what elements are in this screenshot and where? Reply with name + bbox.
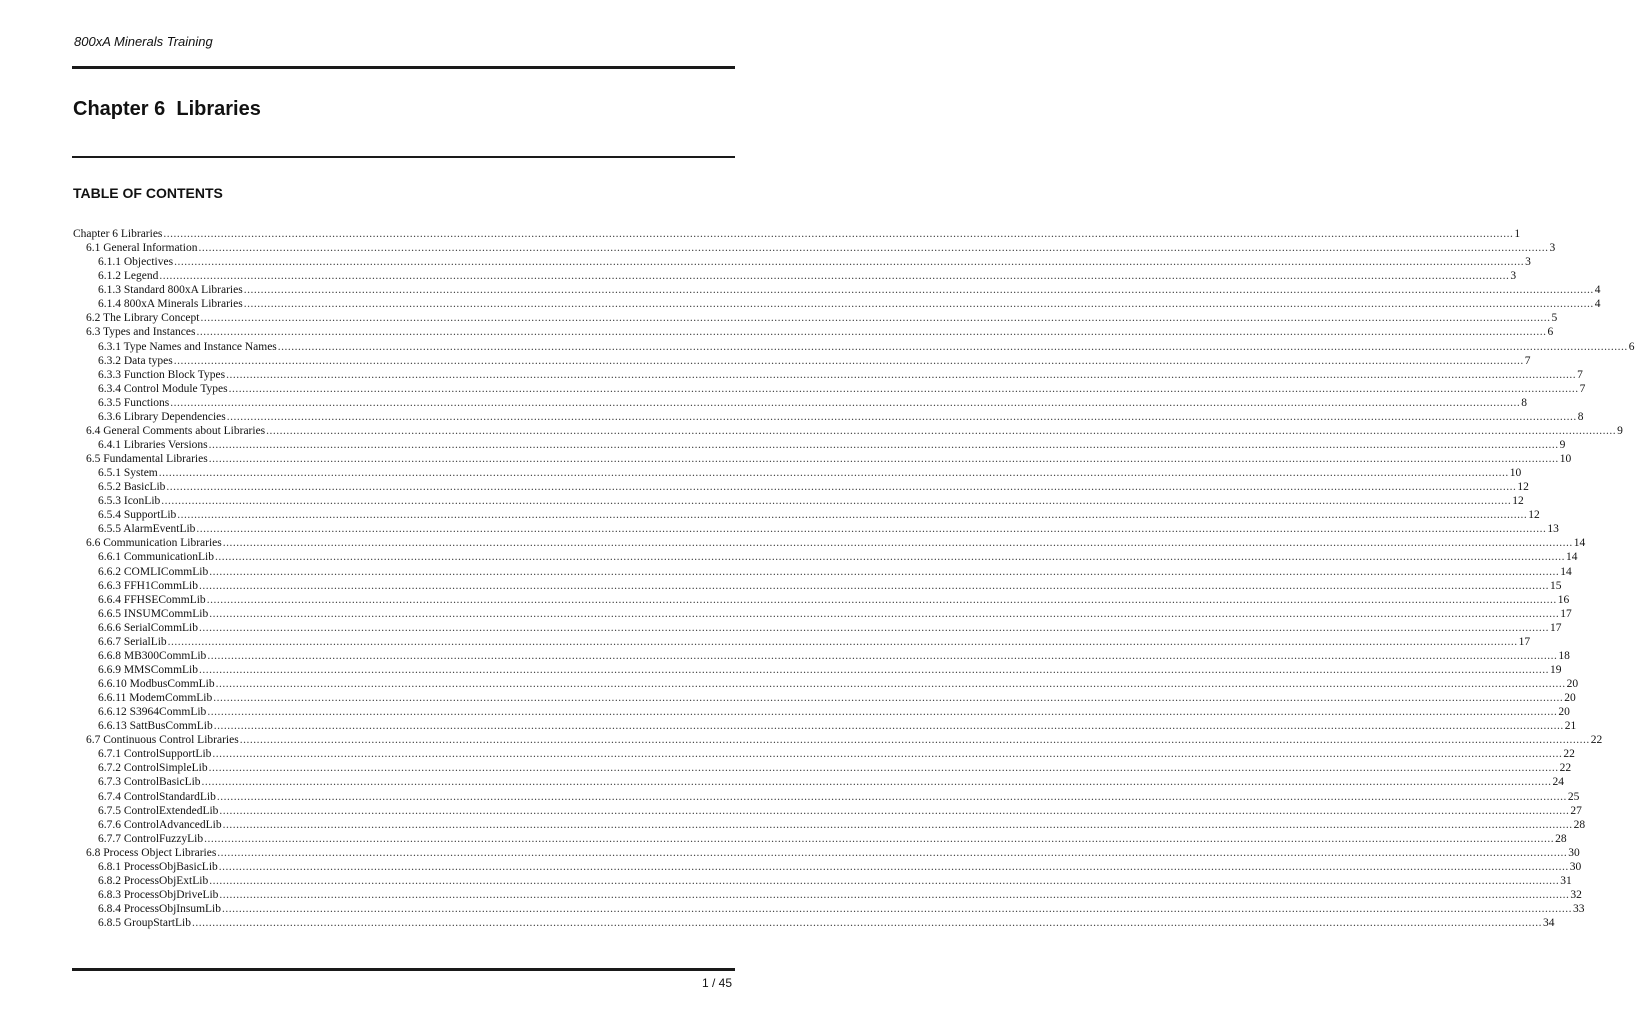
toc-leader-dots: ................................................................................................................................................................................................................................................................................................................................................................................................................ — [221, 903, 1572, 915]
toc-entry-page: 21 — [1564, 720, 1577, 733]
toc-entry-page: 3 — [1525, 256, 1531, 269]
toc-entry-title: 6.2 The Library Concept — [86, 312, 200, 325]
toc-leader-dots: ................................................................................................................................................................................................................................................................................................................................................................................................................ — [161, 495, 1512, 508]
toc-leader-dots: ................................................................................................................................................................................................................................................................................................................................................................................................................ — [206, 593, 1557, 606]
toc-entry-page: 12 — [1517, 481, 1529, 494]
toc-entry-title: 6.6.6 SerialCommLib — [98, 621, 198, 634]
toc-leader-dots: ................................................................................................................................................................................................................................................................................................................................................................................................................ — [158, 467, 1509, 480]
toc-entry-title: 6.5.3 IconLib — [98, 495, 161, 508]
toc-leader-dots: ................................................................................................................................................................................................................................................................................................................................................................................................................ — [201, 776, 1552, 789]
toc-entry[interactable] — [73, 747, 1575, 761]
footer-rule — [72, 968, 735, 971]
toc-entry-title: 6.6.8 MB300CommLib — [98, 649, 207, 662]
toc-entry[interactable] — [73, 719, 1577, 733]
toc-leader-dots: ................................................................................................................................................................................................................................................................................................................................................................................................................ — [199, 663, 1550, 676]
toc-entry-title: 6.3.3 Function Block Types — [98, 368, 226, 381]
title-rule — [72, 156, 735, 158]
toc-entry[interactable] — [73, 607, 1572, 621]
toc-entry-title: 6.6.3 FFH1CommLib — [98, 579, 199, 592]
toc-leader-dots: ................................................................................................................................................................................................................................................................................................................................................................................................................ — [266, 424, 1617, 437]
toc-entry-title: 6.6.4 FFHSECommLib — [98, 593, 206, 606]
toc-entry-page: 28 — [1573, 818, 1586, 831]
toc-entry-page: 7 — [1524, 354, 1531, 367]
toc-entry-page: 14 — [1573, 537, 1586, 550]
toc-entry-title: 6.6.11 ModemCommLib — [98, 692, 213, 705]
toc-entry-title: 6.3.2 Data types — [98, 354, 173, 367]
toc-entry-title: 6.7.3 ControlBasicLib — [98, 776, 201, 789]
toc-leader-dots: ................................................................................................................................................................................................................................................................................................................................................................................................................ — [163, 228, 1514, 240]
toc-entry-page: 8 — [1577, 410, 1584, 423]
toc-entry-page: 17 — [1549, 621, 1562, 634]
toc-entry-title: 6.6.2 COMLICommLib — [98, 565, 209, 578]
toc-entry[interactable] — [73, 804, 1582, 818]
toc-entry-title: 6.8 Process Object Libraries — [86, 846, 217, 859]
toc-entry[interactable] — [73, 480, 1529, 494]
toc-leader-dots: ................................................................................................................................................................................................................................................................................................................................................................................................................ — [218, 860, 1569, 873]
toc-entry-page: 12 — [1528, 509, 1540, 522]
toc-entry-title: 6.7.5 ControlExtendedLib — [98, 804, 219, 817]
toc-entry-title: 6.1 General Information — [86, 242, 198, 255]
toc-leader-dots: ................................................................................................................................................................................................................................................................................................................................................................................................................ — [228, 382, 1579, 395]
toc-entry-page: 22 — [1559, 762, 1572, 775]
toc-entry[interactable] — [73, 832, 1567, 846]
toc-leader-dots: ................................................................................................................................................................................................................................................................................................................................................................................................................ — [196, 326, 1547, 339]
toc-entry-page: 30 — [1568, 846, 1580, 859]
toc-entry[interactable] — [73, 255, 1531, 269]
toc-entry[interactable] — [73, 522, 1559, 536]
toc-entry[interactable] — [73, 916, 1555, 930]
toc-entry-title: 6.5 Fundamental Libraries — [86, 453, 208, 465]
toc-entry[interactable] — [73, 508, 1540, 522]
toc-leader-dots: ................................................................................................................................................................................................................................................................................................................................................................................................................ — [214, 551, 1565, 564]
toc-entry-page: 31 — [1560, 874, 1572, 887]
toc-entry-title: 6.6 Communication Libraries — [86, 537, 222, 550]
toc-entry-page: 3 — [1510, 270, 1517, 283]
toc-entry-page: 33 — [1572, 903, 1585, 915]
toc-entry[interactable] — [73, 733, 1603, 747]
toc-entry-title: 6.8.2 ProcessObjExtLib — [98, 874, 209, 887]
toc-entry[interactable] — [73, 297, 1601, 311]
header-rule — [72, 66, 735, 69]
toc-entry-title: 6.6.13 SattBusCommLib — [98, 720, 213, 733]
toc-leader-dots: ................................................................................................................................................................................................................................................................................................................................................................................................................ — [239, 734, 1590, 747]
toc-leader-dots: ................................................................................................................................................................................................................................................................................................................................................................................................................ — [177, 509, 1528, 522]
toc-leader-dots: ................................................................................................................................................................................................................................................................................................................................................................................................................ — [222, 537, 1573, 550]
toc-entry-page: 3 — [1549, 242, 1556, 255]
page-number: 1 / 45 — [701, 976, 732, 990]
toc-leader-dots: ................................................................................................................................................................................................................................................................................................................................................................................................................ — [216, 790, 1567, 803]
toc-leader-dots: ................................................................................................................................................................................................................................................................................................................................................................................................................ — [207, 649, 1558, 662]
toc-entry[interactable] — [73, 452, 1572, 466]
toc-entry-page: 27 — [1570, 804, 1582, 817]
toc-leader-dots: ................................................................................................................................................................................................................................................................................................................................................................................................................ — [209, 607, 1560, 620]
toc-entry[interactable] — [73, 241, 1556, 255]
toc-leader-dots: ................................................................................................................................................................................................................................................................................................................................................................................................................ — [277, 340, 1628, 353]
toc-entry-title: 6.6.1 CommunicationLib — [98, 551, 214, 564]
toc-entry-title: 6.3.4 Control Module Types — [98, 382, 228, 395]
toc-leader-dots: ................................................................................................................................................................................................................................................................................................................................................................................................................ — [209, 874, 1560, 887]
toc-entry[interactable] — [73, 340, 1635, 354]
toc-entry-page: 28 — [1555, 832, 1567, 845]
toc-entry[interactable] — [73, 663, 1562, 677]
toc-entry[interactable] — [73, 705, 1570, 719]
toc-entry-title: 6.5.1 System — [98, 467, 158, 480]
toc-entry-page: 9 — [1559, 438, 1566, 451]
toc-leader-dots: ................................................................................................................................................................................................................................................................................................................................................................................................................ — [166, 481, 1517, 494]
toc-entry-title: 6.6.9 MMSCommLib — [98, 663, 199, 676]
toc-entry-title: 6.8.5 GroupStartLib — [98, 917, 191, 930]
toc-entry-title: 6.1.1 Objectives — [98, 256, 174, 269]
toc-entry[interactable] — [73, 227, 1521, 241]
toc-entry-title: 6.7.7 ControlFuzzyLib — [98, 832, 204, 845]
toc-entry[interactable] — [73, 790, 1580, 804]
toc-entry[interactable] — [73, 565, 1572, 579]
toc-leader-dots: ................................................................................................................................................................................................................................................................................................................................................................................................................ — [207, 706, 1558, 719]
toc-leader-dots: ................................................................................................................................................................................................................................................................................................................................................................................................................ — [213, 720, 1564, 733]
toc-entry-title: 6.4 General Comments about Libraries — [86, 424, 266, 437]
toc-heading: TABLE OF CONTENTS — [73, 185, 223, 201]
toc-entry-page: 20 — [1564, 692, 1576, 705]
toc-entry-page: 32 — [1570, 888, 1582, 901]
toc-entry-title: 6.1.2 Legend — [98, 270, 159, 283]
toc-entry-title: 6.5.2 BasicLib — [98, 481, 166, 494]
toc-leader-dots: ................................................................................................................................................................................................................................................................................................................................................................................................................ — [167, 635, 1518, 648]
toc-entry-title: 6.1.4 800xA Minerals Libraries — [98, 298, 243, 311]
toc-entry-page: 4 — [1594, 298, 1601, 311]
toc-entry[interactable] — [73, 888, 1582, 902]
toc-entry-page: 6 — [1628, 340, 1635, 353]
toc-leader-dots: ................................................................................................................................................................................................................................................................................................................................................................................................................ — [219, 888, 1570, 901]
toc-leader-dots: ................................................................................................................................................................................................................................................................................................................................................................................................................ — [208, 438, 1559, 451]
toc-entry[interactable] — [73, 874, 1572, 888]
toc-entry-title: 6.7.2 ControlSimpleLib — [98, 762, 208, 775]
toc-leader-dots: ................................................................................................................................................................................................................................................................................................................................................................................................................ — [213, 692, 1564, 705]
toc-entry-page: 17 — [1560, 607, 1572, 620]
toc-leader-dots: ................................................................................................................................................................................................................................................................................................................................................................................................................ — [199, 579, 1550, 592]
toc-entry-title: 6.4.1 Libraries Versions — [98, 438, 208, 451]
toc-entry-title: 6.7.1 ControlSupportLib — [98, 748, 212, 761]
toc-entry[interactable] — [73, 382, 1586, 396]
toc-entry-title: 6.3.6 Library Dependencies — [98, 410, 226, 423]
toc-leader-dots: ................................................................................................................................................................................................................................................................................................................................................................................................................ — [198, 621, 1549, 634]
toc-entry-title: 6.8.4 ProcessObjInsumLib — [98, 903, 221, 915]
toc-entry-page: 30 — [1569, 860, 1582, 873]
toc-leader-dots: ................................................................................................................................................................................................................................................................................................................................................................................................................ — [219, 804, 1570, 817]
toc-entry[interactable] — [73, 846, 1580, 860]
toc-leader-dots: ................................................................................................................................................................................................................................................................................................................................................................................................................ — [243, 284, 1594, 297]
toc-entry-title: 6.6.10 ModbusCommLib — [98, 678, 215, 690]
toc-leader-dots: ................................................................................................................................................................................................................................................................................................................................................................................................................ — [209, 565, 1560, 578]
toc-entry[interactable] — [73, 368, 1583, 382]
toc-entry-page: 4 — [1594, 284, 1601, 297]
toc-entry[interactable] — [73, 396, 1527, 410]
toc-entry-title: 6.8.3 ProcessObjDriveLib — [98, 888, 219, 901]
toc-entry-page: 22 — [1590, 734, 1603, 747]
toc-leader-dots: ................................................................................................................................................................................................................................................................................................................................................................................................................ — [198, 242, 1549, 255]
toc-entry-title: 6.3.5 Functions — [98, 396, 170, 409]
toc-entry-page: 25 — [1567, 790, 1580, 803]
toc-entry-page: 1 — [1514, 228, 1521, 240]
toc-entry-page: 20 — [1566, 678, 1579, 690]
toc-entry[interactable] — [73, 550, 1578, 564]
toc-entry[interactable] — [73, 354, 1531, 368]
toc-entry[interactable] — [73, 579, 1562, 593]
toc-entry-page: 13 — [1547, 523, 1559, 536]
toc-entry[interactable] — [73, 691, 1576, 705]
toc-entry-title: 6.3 Types and Instances — [86, 326, 196, 339]
toc-entry-page: 18 — [1558, 649, 1570, 662]
toc-entry[interactable] — [73, 283, 1601, 297]
toc-entry-title: 6.1.3 Standard 800xA Libraries — [98, 284, 243, 297]
toc-leader-dots: ................................................................................................................................................................................................................................................................................................................................................................................................................ — [174, 256, 1525, 269]
toc-entry-page: 12 — [1512, 495, 1524, 508]
toc-entry-page: 15 — [1550, 579, 1562, 592]
toc-entry-title: Chapter 6 Libraries — [73, 228, 163, 240]
toc-entry-page: 34 — [1542, 917, 1555, 930]
toc-entry-page: 16 — [1557, 593, 1570, 606]
toc-entry-page: 22 — [1563, 748, 1575, 761]
toc-entry-page: 14 — [1560, 565, 1572, 578]
toc-entry-title: 6.7.6 ControlAdvancedLib — [98, 818, 222, 831]
toc-entry-page: 7 — [1577, 368, 1583, 381]
toc-entry-page: 20 — [1558, 706, 1570, 719]
toc-entry[interactable] — [73, 424, 1623, 438]
toc-entry-title: 6.7 Continuous Control Libraries — [86, 734, 239, 747]
toc-entry[interactable] — [73, 677, 1579, 691]
toc-entry-page: 14 — [1565, 551, 1578, 564]
toc-leader-dots: ................................................................................................................................................................................................................................................................................................................................................................................................................ — [170, 396, 1521, 409]
toc-entry-title: 6.5.5 AlarmEventLib — [98, 523, 196, 536]
toc-leader-dots: ................................................................................................................................................................................................................................................................................................................................................................................................................ — [159, 270, 1510, 283]
toc-entry-title: 6.6.7 SerialLib — [98, 635, 167, 648]
toc-entry[interactable] — [73, 325, 1554, 339]
toc-leader-dots: ................................................................................................................................................................................................................................................................................................................................................................................................................ — [212, 748, 1563, 761]
toc-entry[interactable] — [73, 593, 1570, 607]
toc-entry-page: 6 — [1547, 326, 1554, 339]
toc-leader-dots: ................................................................................................................................................................................................................................................................................................................................................................................................................ — [208, 453, 1559, 465]
toc-entry[interactable] — [73, 536, 1586, 550]
toc-entry[interactable] — [73, 466, 1522, 480]
toc-entry-title: 6.5.4 SupportLib — [98, 509, 177, 522]
toc-leader-dots: ................................................................................................................................................................................................................................................................................................................................................................................................................ — [217, 846, 1568, 859]
toc-entry-title: 6.8.1 ProcessObjBasicLib — [98, 860, 218, 873]
toc-entry[interactable] — [73, 818, 1586, 832]
toc-entry-page: 5 — [1551, 312, 1558, 325]
toc-leader-dots: ................................................................................................................................................................................................................................................................................................................................................................................................................ — [208, 762, 1559, 775]
toc-entry-title: 6.3.1 Type Names and Instance Names — [98, 340, 277, 353]
toc-entry[interactable] — [73, 775, 1565, 789]
toc-entry[interactable] — [73, 311, 1558, 325]
toc-leader-dots: ................................................................................................................................................................................................................................................................................................................................................................................................................ — [226, 368, 1577, 381]
toc-leader-dots: ................................................................................................................................................................................................................................................................................................................................................................................................................ — [204, 832, 1555, 845]
toc-entry[interactable] — [73, 635, 1531, 649]
toc-entry[interactable] — [73, 649, 1570, 663]
toc-entry-page: 24 — [1552, 776, 1565, 789]
toc-entry[interactable] — [73, 438, 1566, 452]
toc-entry-page: 10 — [1509, 467, 1522, 480]
toc-leader-dots: ................................................................................................................................................................................................................................................................................................................................................................................................................ — [222, 818, 1573, 831]
toc-entry-page: 10 — [1559, 453, 1572, 465]
toc-entry[interactable] — [73, 761, 1572, 775]
toc-entry[interactable] — [73, 902, 1585, 916]
toc-leader-dots: ................................................................................................................................................................................................................................................................................................................................................................................................................ — [200, 312, 1551, 325]
toc-leader-dots: ................................................................................................................................................................................................................................................................................................................................................................................................................ — [196, 523, 1547, 536]
toc-leader-dots: ................................................................................................................................................................................................................................................................................................................................................................................................................ — [191, 917, 1542, 930]
toc-entry-page: 19 — [1550, 663, 1562, 676]
chapter-title: Chapter 6 Libraries — [73, 98, 261, 120]
toc-entry[interactable] — [73, 494, 1524, 508]
toc-leader-dots: ................................................................................................................................................................................................................................................................................................................................................................................................................ — [243, 298, 1594, 311]
toc-entry-page: 8 — [1521, 396, 1527, 409]
toc-entry-title: 6.6.5 INSUMCommLib — [98, 607, 209, 620]
running-header: 800xA Minerals Training — [74, 34, 213, 49]
toc-entry-page: 7 — [1579, 382, 1586, 395]
toc-entry[interactable] — [73, 410, 1584, 424]
toc-entry-title: 6.7.4 ControlStandardLib — [98, 790, 216, 803]
toc-entry[interactable] — [73, 860, 1582, 874]
toc-entry-title: 6.6.12 S3964CommLib — [98, 706, 207, 719]
toc-leader-dots: ................................................................................................................................................................................................................................................................................................................................................................................................................ — [226, 410, 1577, 423]
toc-leader-dots: ................................................................................................................................................................................................................................................................................................................................................................................................................ — [173, 354, 1524, 367]
toc-list — [73, 227, 1635, 930]
toc-leader-dots: ................................................................................................................................................................................................................................................................................................................................................................................................................ — [215, 678, 1566, 690]
toc-entry[interactable] — [73, 269, 1517, 283]
toc-entry-page: 17 — [1518, 635, 1531, 648]
toc-entry[interactable] — [73, 621, 1562, 635]
toc-entry-page: 9 — [1617, 424, 1623, 437]
